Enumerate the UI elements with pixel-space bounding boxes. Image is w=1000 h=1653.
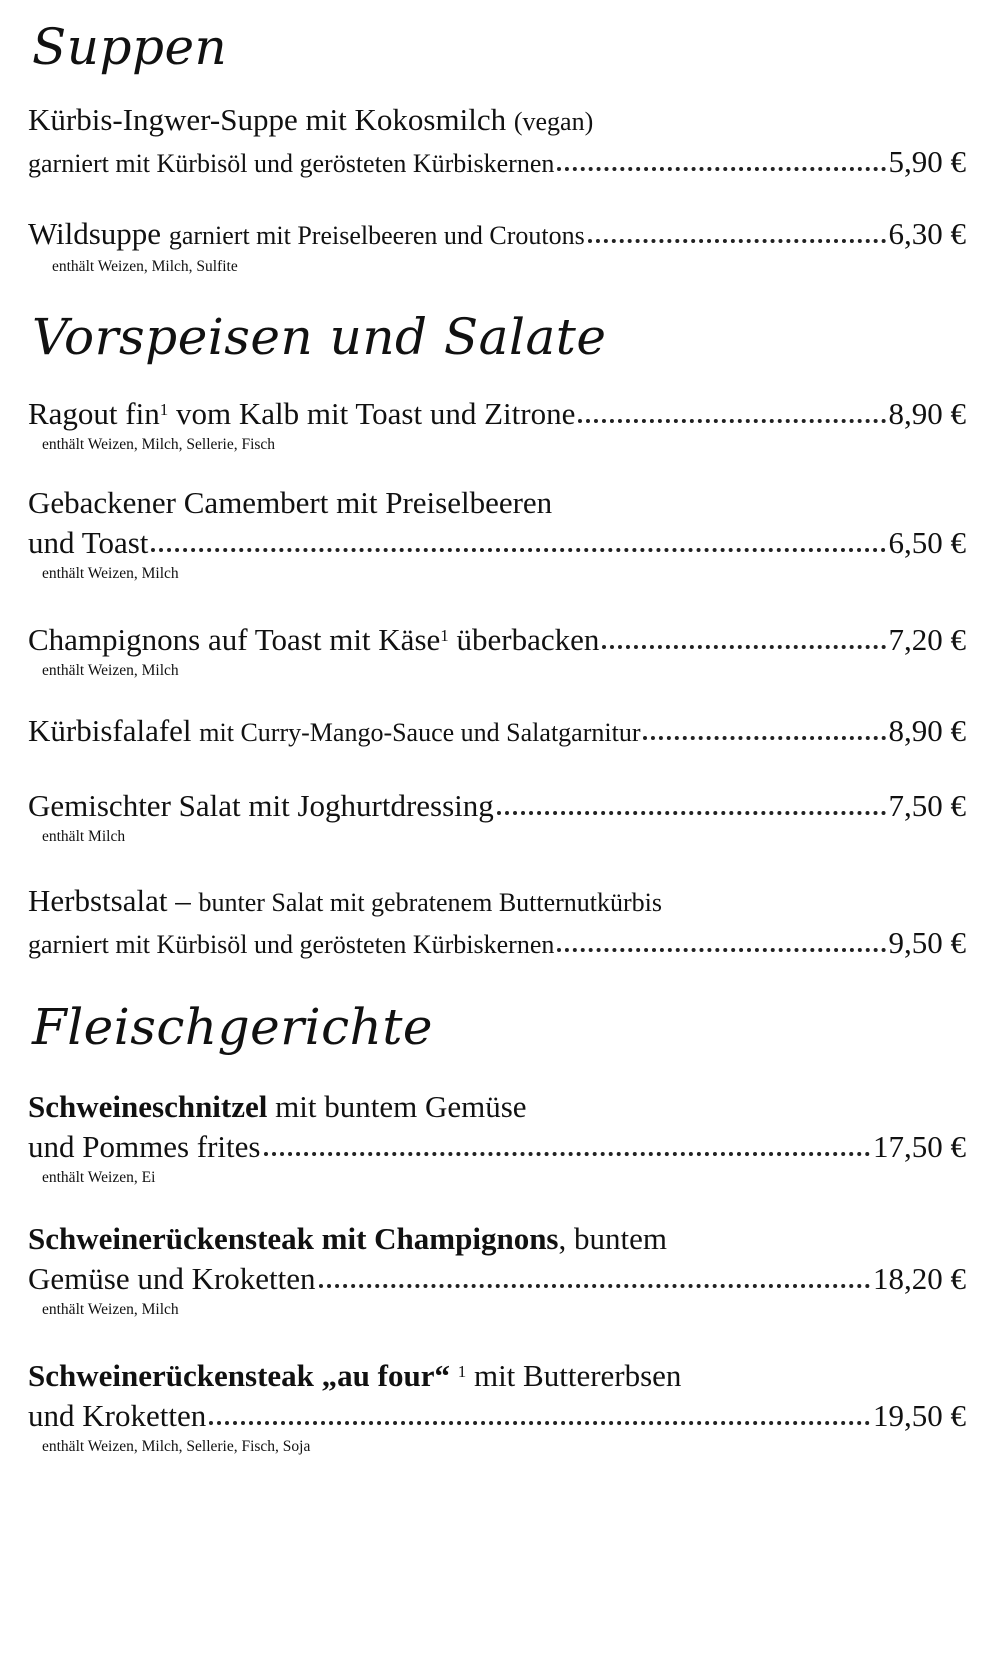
item-price: 7,20 € xyxy=(888,622,966,657)
item-description: mit Curry-Mango-Sauce und Salatgarnitur xyxy=(199,718,641,747)
item-name: Herbstsalat – xyxy=(28,883,191,918)
menu-item-gemischter-salat xyxy=(28,786,966,846)
allergen-note: enthält Weizen, Milch xyxy=(42,1301,179,1318)
leader-dots xyxy=(209,1420,870,1425)
item-description-continued: Gemüse und Kroketten xyxy=(28,1261,316,1296)
item-price: 7,50 € xyxy=(888,788,966,823)
allergen-note: enthält Weizen, Ei xyxy=(42,1169,156,1186)
item-price: 19,50 € xyxy=(873,1398,966,1433)
section-title-vorspeisen: Vorspeisen und Salate xyxy=(32,308,607,366)
leader-dots xyxy=(643,735,885,740)
leader-dots xyxy=(602,644,885,649)
item-name: Gemischter Salat mit Joghurtdressing xyxy=(28,788,494,823)
allergen-note: enthält Weizen, Milch xyxy=(42,565,179,582)
allergen-note: enthält Weizen, Milch xyxy=(42,662,179,679)
allergen-note: enthält Milch xyxy=(42,828,126,845)
item-price: 5,90 € xyxy=(888,144,966,179)
leader-dots xyxy=(578,418,885,423)
menu-item-ragout-fin xyxy=(28,390,966,454)
item-name: Champignons auf Toast mit Käse xyxy=(28,622,441,657)
menu-item-kuerbisfalafel xyxy=(28,711,966,753)
menu-item-schweineschnitzel xyxy=(28,1087,966,1187)
item-name: Ragout fin xyxy=(28,396,160,431)
allergen-note: enthält Weizen, Milch, Sellerie, Fisch, Soja xyxy=(42,1438,311,1455)
leader-dots xyxy=(497,810,886,815)
item-price: 9,50 € xyxy=(888,925,966,960)
footnote-marker: 1 xyxy=(457,1362,467,1381)
item-name: Schweinerückensteak mit Champignons xyxy=(28,1221,559,1256)
menu-item-champignons-toast xyxy=(28,616,966,680)
item-name: Kürbis-Ingwer-Suppe mit Kokosmilch xyxy=(28,102,507,137)
footnote-marker: 1 xyxy=(159,400,169,419)
leader-dots xyxy=(557,166,885,171)
item-description: garniert mit Preiselbeeren und Croutons xyxy=(168,221,585,250)
allergen-note: enthält Weizen, Milch, Sellerie, Fisch xyxy=(42,436,276,453)
item-tag: (vegan) xyxy=(513,107,594,136)
item-description: garniert mit Kürbisöl und gerösteten Kürbiskernen xyxy=(28,149,555,178)
item-price: 17,50 € xyxy=(873,1129,966,1164)
item-description: , buntem xyxy=(558,1221,667,1256)
item-name-rest: vom Kalb mit Toast und Zitrone xyxy=(168,396,576,431)
item-description-continued: und Pommes frites xyxy=(28,1129,261,1164)
leader-dots xyxy=(557,947,885,952)
leader-dots xyxy=(264,1151,871,1156)
leader-dots xyxy=(588,238,886,243)
item-name-continued: und Toast xyxy=(28,525,149,560)
item-name: Kürbisfalafel xyxy=(28,713,192,748)
menu-item-camembert xyxy=(28,483,966,583)
section-title-suppen: Suppen xyxy=(32,18,228,76)
menu-item-herbstsalat xyxy=(28,881,966,965)
item-price: 8,90 € xyxy=(888,396,966,431)
item-name: Wildsuppe xyxy=(28,216,162,251)
menu-item-schweinerueckensteak-au-four xyxy=(28,1352,966,1456)
item-description: mit Buttererbsen xyxy=(466,1358,682,1393)
menu-item-schweinerueckensteak-champignons xyxy=(28,1219,966,1319)
item-description: bunter Salat mit gebratenem Butternutkürbis xyxy=(198,888,663,917)
item-price: 6,30 € xyxy=(888,216,966,251)
leader-dots xyxy=(151,547,885,552)
footnote-marker: 1 xyxy=(440,626,449,645)
menu-item-wildsuppe xyxy=(28,214,966,276)
menu-item-kuerbis-ingwer-suppe xyxy=(28,100,966,184)
item-price: 18,20 € xyxy=(873,1261,966,1296)
item-price: 8,90 € xyxy=(888,713,966,748)
item-name: Schweinerückensteak „au four“ xyxy=(28,1358,450,1393)
leader-dots xyxy=(319,1283,870,1288)
item-description-continued: garniert mit Kürbisöl und gerösteten Kürbiskernen xyxy=(28,930,555,959)
section-title-fleischgerichte: Fleischgerichte xyxy=(32,998,434,1056)
item-name-rest: überbacken xyxy=(448,622,600,657)
item-description: mit buntem Gemüse xyxy=(267,1089,527,1124)
item-description-continued: und Kroketten xyxy=(28,1398,207,1433)
allergen-note: enthält Weizen, Milch, Sulfite xyxy=(52,258,238,275)
item-name: Schweineschnitzel xyxy=(28,1089,268,1124)
item-name: Gebackener Camembert mit Preiselbeeren xyxy=(28,485,553,520)
item-price: 6,50 € xyxy=(888,525,966,560)
